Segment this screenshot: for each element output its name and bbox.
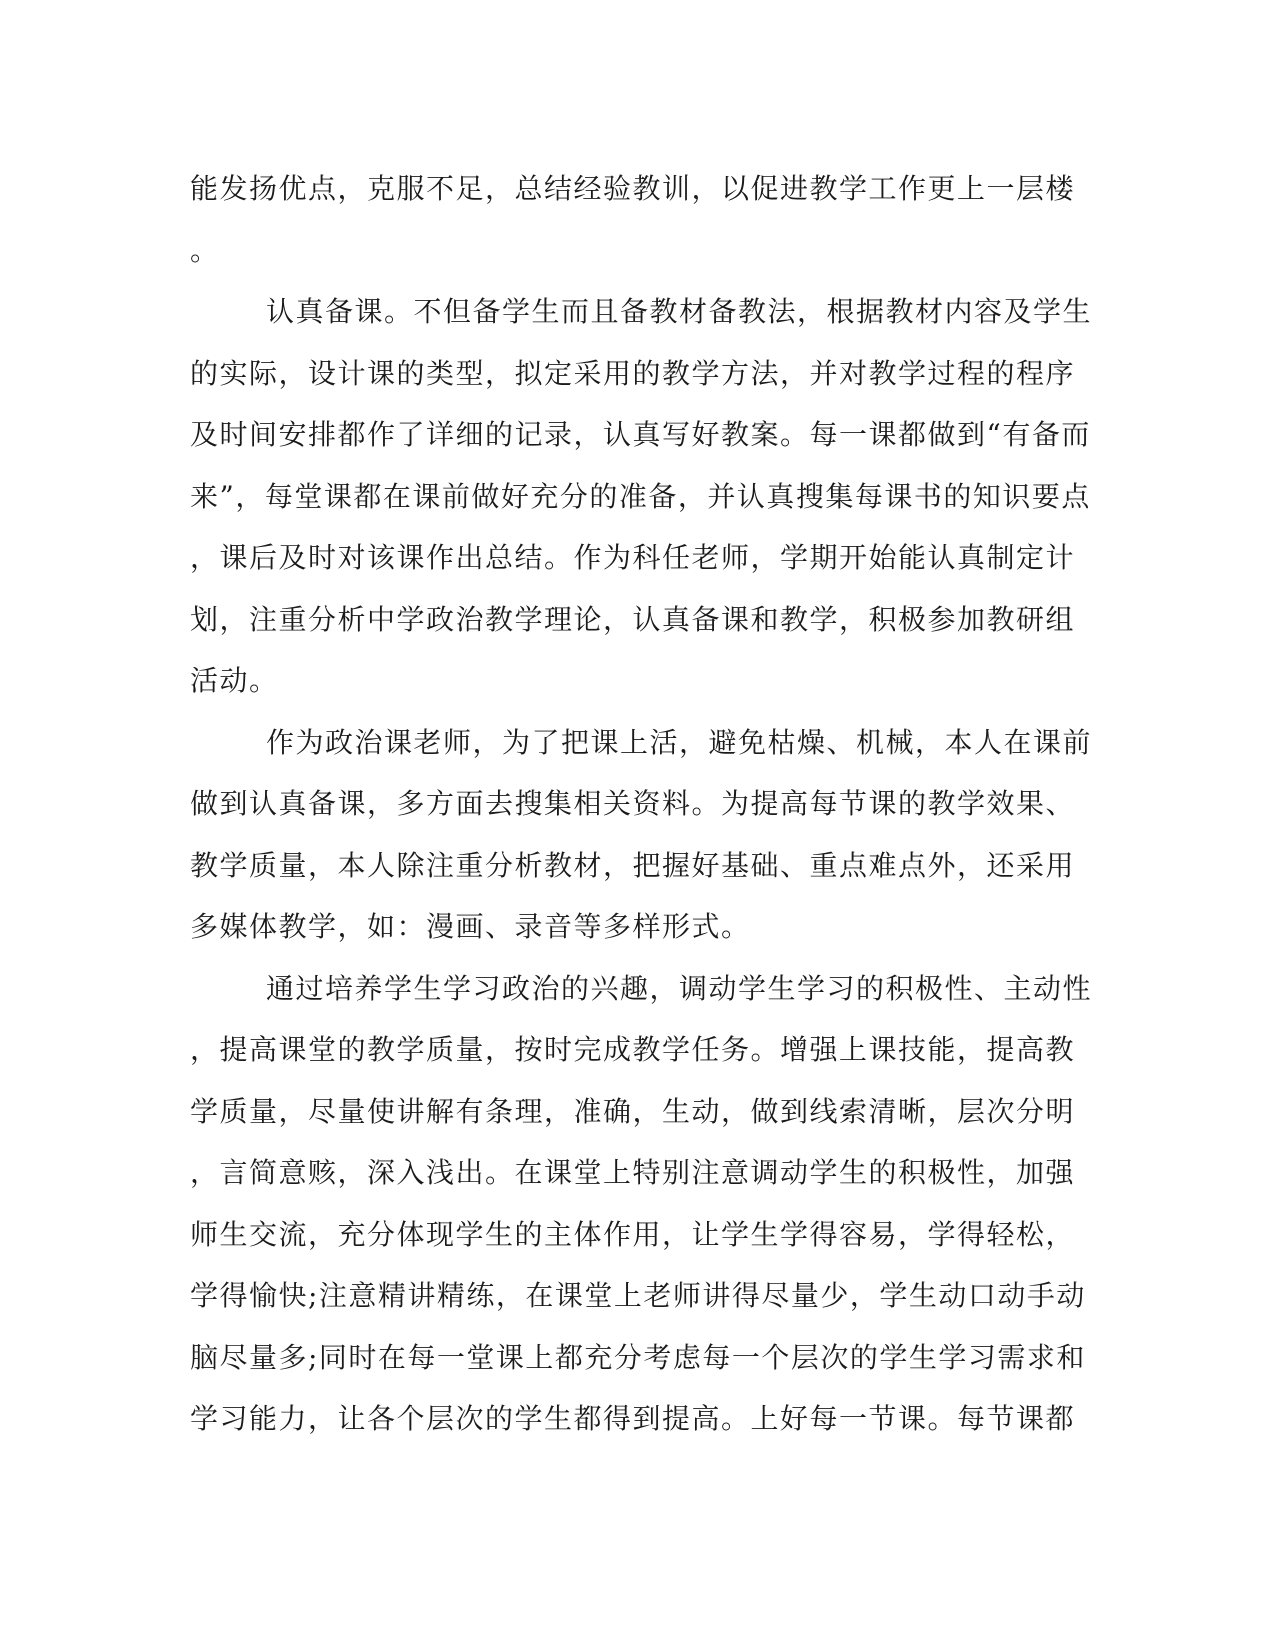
text-line: 脑尽量多;同时在每一堂课上都充分考虑每一个层次的学生学习需求和: [190, 1340, 1086, 1374]
text-line: 的实际，设计课的类型，拟定采用的教学方法，并对教学过程的程序: [190, 356, 1076, 390]
text-line: ，课后及时对该课作出总结。作为科任老师，学期开始能认真制定计: [190, 541, 1076, 574]
text-line: 学习能力，让各个层次的学生都得到提高。上好每一节课。每节课都: [190, 1402, 1076, 1435]
text-line: 来”，每堂课都在课前做好充分的准备，并认真搜集每课书的知识要点: [190, 479, 1091, 513]
text-line: 学得愉快;注意精讲精练，在课堂上老师讲得尽量少，学生动口动手动: [190, 1279, 1086, 1312]
text-line: 多媒体教学，如：漫画、录音等多样形式。: [190, 910, 751, 943]
paragraph-start-line: 作为政治课老师，为了把课上活，避免枯燥、机械，本人在课前: [266, 725, 1093, 759]
text-line: 活动。: [190, 664, 279, 697]
text-line: 做到认真备课，多方面去搜集相关资料。为提高每节课的教学效果、: [190, 787, 1076, 820]
document-body: [190, 158, 1093, 1450]
text-line: 能发扬优点，克服不足，总结经验教训，以促进教学工作更上一层楼: [190, 172, 1076, 205]
text-line: 学质量，尽量使讲解有条理，准确，生动，做到线索清晰，层次分明: [190, 1094, 1076, 1128]
text-line: 及时间安排都作了详细的记录，认真写好教案。每一课都做到“有备而: [190, 418, 1091, 451]
text-line: ，言简意赅，深入浅出。在课堂上特别注意调动学生的积极性，加强: [190, 1156, 1076, 1189]
text-line: ，提高课堂的教学质量，按时完成教学任务。增强上课技能，提高教: [190, 1033, 1076, 1066]
paragraph-start-line: 通过培养学生学习政治的兴趣，调动学生学习的积极性、主动性: [266, 971, 1093, 1005]
text-line: 划，注重分析中学政治教学理论，认真备课和教学，积极参加教研组: [190, 602, 1076, 636]
text-line: 师生交流，充分体现学生的主体作用，让学生学得容易，学得轻松，: [190, 1217, 1076, 1251]
text-line: 教学质量，本人除注重分析教材，把握好基础、重点难点外，还采用: [190, 848, 1076, 882]
text-line: 。: [190, 233, 220, 267]
paragraph-start-line: 认真备课。不但备学生而且备教材备教法，根据教材内容及学生: [266, 295, 1093, 328]
